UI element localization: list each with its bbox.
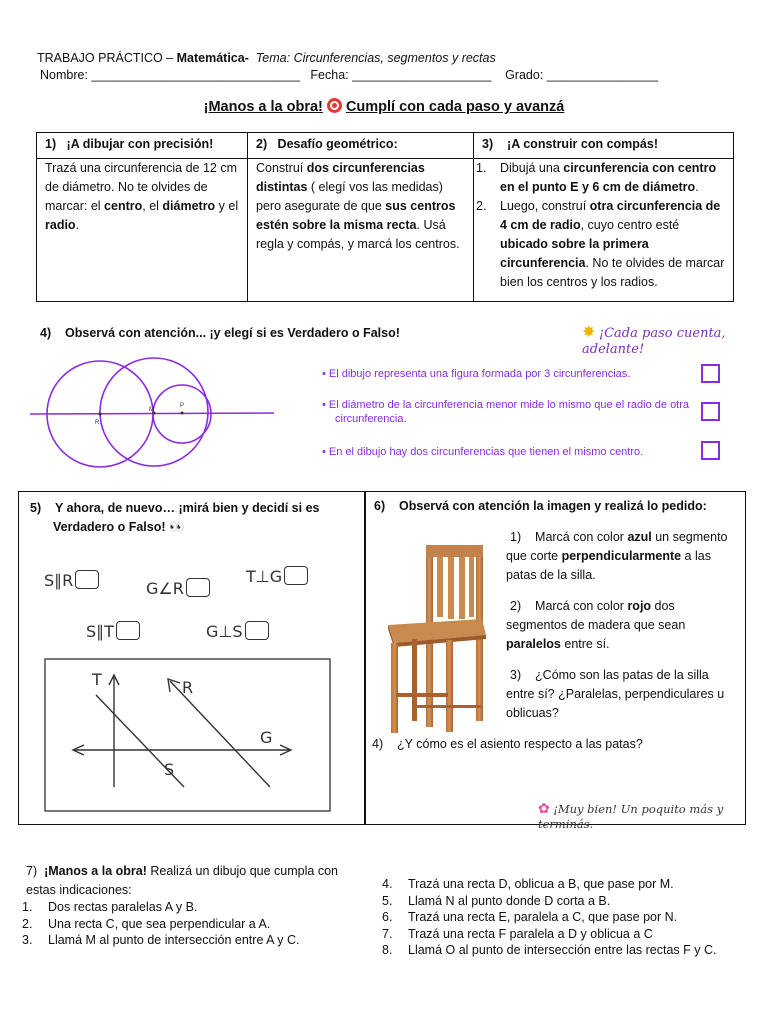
statement-2-cont: circunferencia. bbox=[335, 413, 407, 425]
q6-item-4: 4) ¿Y cómo es el asiento respecto a las patas? bbox=[372, 737, 643, 751]
activity-3-body bbox=[474, 159, 734, 302]
student-fields bbox=[40, 68, 658, 82]
question-4-title: 4) Observá con atención... ¡y elegí si es Verdadero o Falso! bbox=[40, 326, 400, 340]
label-m: M bbox=[149, 407, 154, 413]
header-topic: Tema: Circunferencias, segmentos y rectas bbox=[255, 51, 496, 65]
name-label: Nombre: bbox=[40, 68, 88, 82]
q7-item-4: 4. Trazá una recta D, oblicua a B, que pase por M. bbox=[382, 877, 674, 891]
header-subject: Matemática- bbox=[176, 51, 249, 65]
q6-item-2: 2) Marcá con color rojo dos segmentos de madera que sean paralelos entre sí. bbox=[506, 599, 686, 651]
activity-1-header: 1) ¡A dibujar con precisión! bbox=[37, 133, 248, 159]
title-part2: Cumplí con cada paso y avanzá bbox=[345, 99, 565, 115]
activity-3-header: 3) ¡A construir con compás! bbox=[474, 133, 734, 159]
relation-2: G∠R bbox=[146, 578, 210, 598]
answer-box-2[interactable] bbox=[701, 402, 720, 421]
lines-figure bbox=[44, 655, 334, 815]
name-field[interactable]: ______________________________ bbox=[91, 68, 300, 82]
grade-field[interactable]: ________________ bbox=[546, 68, 658, 82]
relation-2-box[interactable] bbox=[186, 578, 210, 597]
box-divider bbox=[364, 491, 366, 825]
label-r: R bbox=[182, 678, 194, 697]
worksheet-header bbox=[37, 50, 496, 66]
statement-2: • El diámetro de la circunferencia menor mide lo mismo que el radio de otra bbox=[322, 399, 690, 411]
q7-item-7: 7. Trazá una recta F paralela a D y oblicua a C bbox=[382, 926, 653, 941]
target-icon bbox=[327, 98, 342, 113]
circles-axis-line bbox=[30, 413, 274, 414]
header-prefix: TRABAJO PRÁCTICO – bbox=[37, 51, 177, 65]
q7-list-right bbox=[382, 876, 716, 959]
title-part1: ¡Manos a la obra! bbox=[203, 99, 323, 115]
activity-3-step-2: 2. Luego, construí otra circunferencia de 4 cm de radio, cuyo centro esté ubicado sobre la primera circunferencia. No te olvides de marcar bien los centros y los radios. bbox=[476, 199, 725, 289]
activity-1-body: Trazá una circunferencia de 12 cm de diámetro. No te olvides de marcar: el centro, el diámetro y el radio. bbox=[37, 159, 248, 302]
chair-image bbox=[382, 543, 492, 738]
page-title bbox=[0, 98, 768, 115]
question-6-title: 6) Observá con atención la imagen y realizá lo pedido: bbox=[374, 499, 707, 513]
activity-3-step-1: 1. Dibujá una circunferencia con centro en el punto E y 6 cm de diámetro. bbox=[476, 161, 717, 194]
motto-1: ✸ ¡Cada paso cuenta, adelante! bbox=[582, 324, 726, 357]
relation-3: T⊥G bbox=[246, 566, 308, 586]
statement-3: • En el dibujo hay dos circunferencias que tienen el mismo centro. bbox=[322, 446, 644, 458]
question-7-title: 7) ¡Manos a la obra! Realizá un dibujo que cumpla con estas indicaciones: bbox=[26, 864, 338, 897]
label-s: S bbox=[164, 760, 175, 779]
question-5-title: 5) Y ahora, de nuevo… ¡mirá bien y decidí si es Verdadero o Falso! 👀 bbox=[30, 501, 320, 534]
label-g: G bbox=[260, 728, 273, 747]
q7-list-left bbox=[22, 899, 300, 949]
circles-figure bbox=[30, 356, 280, 474]
relation-5-box[interactable] bbox=[245, 621, 269, 640]
q7-item-6: 6. Trazá una recta E, paralela a C, que pase por N. bbox=[382, 910, 678, 924]
answer-box-3[interactable] bbox=[701, 441, 720, 460]
relation-4-box[interactable] bbox=[116, 621, 140, 640]
date-label: Fecha: bbox=[310, 68, 349, 82]
label-r: R bbox=[95, 420, 100, 426]
activity-2-body: Construí dos circunferencias distintas ( elegí vos las medidas) pero asegurate de que sus centros estén sobre la misma recta. Usá regla y compás, y marcá los centros. bbox=[248, 159, 474, 302]
answer-box-1[interactable] bbox=[701, 364, 720, 383]
point-r bbox=[99, 413, 102, 416]
star-icon: ✸ bbox=[582, 324, 596, 341]
relation-3-box[interactable] bbox=[284, 566, 308, 585]
label-p: P bbox=[180, 403, 185, 409]
q7-item-2: 2. Una recta C, que sea perpendicular a A. bbox=[22, 916, 271, 931]
date-field[interactable]: ____________________ bbox=[352, 68, 492, 82]
eyes-icon: 👀 bbox=[169, 520, 185, 534]
q7-item-1: 1. Dos rectas paralelas A y B. bbox=[22, 900, 198, 914]
q6-item-1: 1) Marcá con color azul un segmento que corte perpendicularmente a las patas de la silla. bbox=[506, 530, 728, 582]
statement-1: • El dibujo representa una figura formada por 3 circunferencias. bbox=[322, 368, 631, 380]
relation-1: S∥R bbox=[44, 570, 99, 590]
motto-2: ✿ ¡Muy bien! Un poquito más y terminás. bbox=[538, 800, 724, 831]
relation-1-box[interactable] bbox=[75, 570, 99, 589]
point-p bbox=[181, 412, 184, 415]
q6-item-3: 3) ¿Cómo son las patas de la silla entre sí? ¿Paralelas, perpendiculares u oblicuas? bbox=[506, 668, 725, 720]
q7-item-3: 3. Llamá M al punto de intersección entre A y C. bbox=[22, 933, 300, 947]
activity-2-header: 2) Desafío geométrico: bbox=[248, 133, 474, 159]
relation-4: S∥T bbox=[86, 621, 140, 641]
party-icon: ✿ bbox=[538, 800, 550, 816]
grade-label: Grado: bbox=[505, 68, 544, 82]
label-t: T bbox=[92, 670, 102, 689]
q7-item-8: 8. Llamá O al punto de intersección entre las rectas F y C. bbox=[382, 943, 717, 957]
relation-5: G⊥S bbox=[206, 621, 269, 641]
q7-item-5: 5. Llamá N al punto donde D corta a B. bbox=[382, 893, 611, 908]
activities-table bbox=[36, 132, 734, 302]
